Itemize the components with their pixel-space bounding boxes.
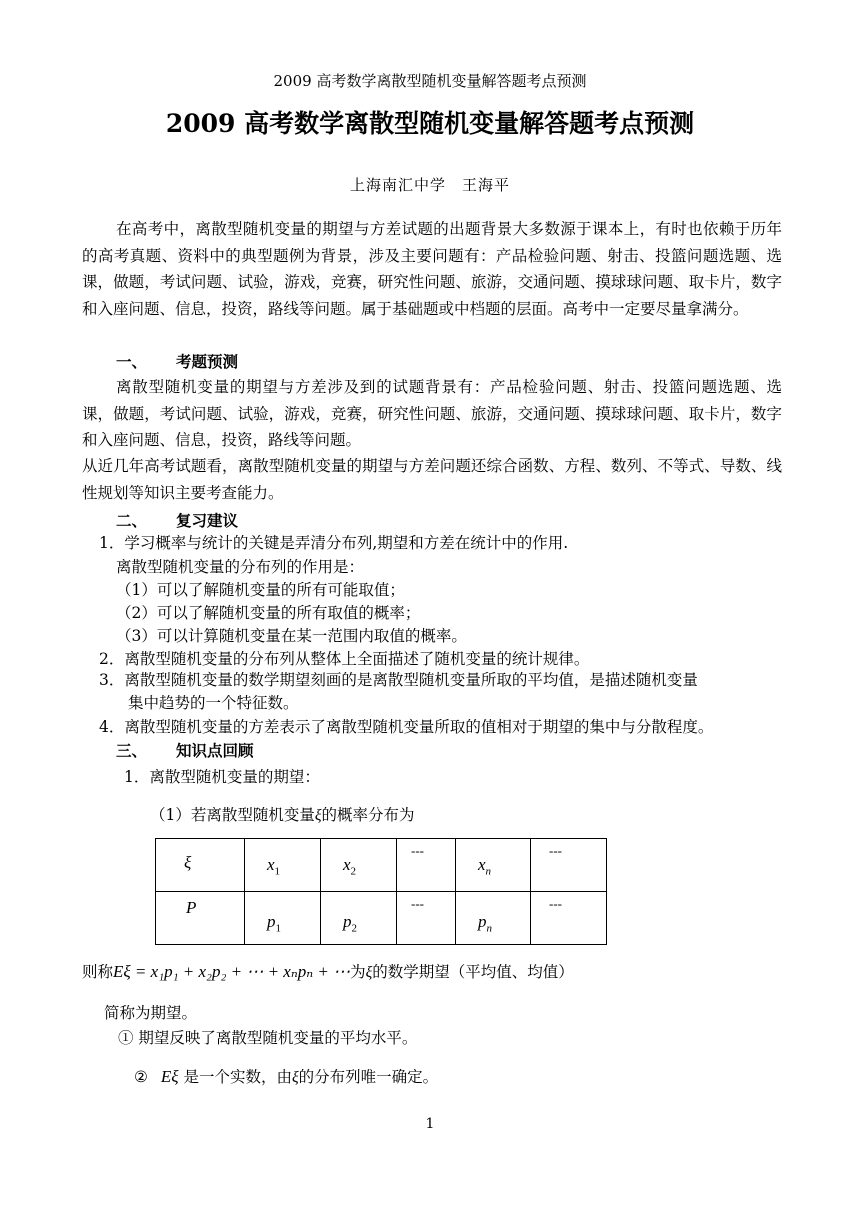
table-cell-pn: $p_n$	[456, 892, 531, 945]
review-item-4: 4．离散型随机变量的方差表示了离散型随机变量所取的值相对于期望的集中与分散程度。	[99, 718, 714, 736]
section-title: 知识点回顾	[176, 741, 254, 760]
section-heading-knowledge	[116, 739, 254, 761]
section-number: 一、	[116, 352, 148, 371]
distribution-intro-text-end: 的概率分布为	[321, 806, 415, 824]
review-sub-3: （3）可以计算随机变量在某一范围内取值的概率。	[116, 627, 467, 645]
table-row-probabilities	[156, 892, 607, 945]
author-line: 上海南汇中学 王海平	[349, 176, 510, 194]
forecast-paragraph-1: 离散型随机变量的期望与方差涉及到的试题背景有：产品检验问题、射击、投篮问题选题、选课，做题，考试问题、试验，游戏，竞赛，研究性问题、旅游，交通问题、摸球球问题、取卡片，数字和入座问题、信息，投资，路线等问题。	[82, 378, 782, 449]
distribution-intro-text: （1）若离散型随机变量	[150, 806, 315, 824]
expectation-comment-2	[134, 1065, 438, 1087]
expectation-formula: Eξ = x₁p₁ + x₂p₂ + ⋯ + xₙpₙ + ⋯	[113, 962, 351, 981]
section-heading-forecast	[116, 350, 238, 372]
table-cell-x2: $x_2$	[321, 839, 397, 892]
comment-text-2: 的分布列唯一确定。	[298, 1068, 439, 1086]
xi-symbol: ξ	[365, 964, 373, 981]
review-item-1-sub: 离散型随机变量的分布列的作用是：	[116, 558, 365, 576]
probability-distribution-table	[155, 838, 607, 945]
table-cell-xi-head: ξ	[156, 839, 245, 892]
distribution-intro	[150, 803, 415, 825]
table-cell-p1: $p_1$	[245, 892, 321, 945]
intro-paragraph: 在高考中，离散型随机变量的期望与方差试题的出题背景大多数源于课本上，有时也依赖于历年的高考真题、资料中的典型题例为背景，涉及主要问题有：产品检验问题、射击、投篮问题选题、选课，做题，考试问题、试验，游戏，竞赛，研究性问题、旅游，交通问题、摸球球问题、取卡片，数字和入座问题、信息，投资，路线等问题。属于基础题或中档题的层面。高考中一定要尽量拿满分。	[82, 220, 782, 318]
table-cell-x1: $x_1$	[245, 839, 321, 892]
forecast-paragraph-2: 从近几年高考试题看，离散型随机变量的期望与方差问题还综合函数、方程、数列、不等式、导数、线性规划等知识主要考查能力。	[82, 457, 782, 502]
table-cell-dash: ---	[397, 892, 456, 945]
page-number: 1	[425, 1116, 435, 1132]
formula-mid: 为	[350, 963, 366, 981]
section-heading-review	[116, 509, 238, 531]
expectation-symbol: Eξ	[160, 1067, 179, 1086]
expectation-comment-1: ① 期望反映了离散型随机变量的平均水平。	[118, 1029, 418, 1047]
review-item-3: 3．离散型随机变量的数学期望刻画的是离散型随机变量所取的平均值，是描述随机变量	[99, 671, 698, 689]
review-item-1: 1．学习概率与统计的关键是弄清分布列,期望和方差在统计中的作用.	[99, 534, 569, 552]
section-number: 二、	[116, 511, 148, 530]
xi-symbol: ξ	[314, 807, 322, 824]
document-title: 2009 高考数学离散型随机变量解答题考点预测	[165, 109, 695, 138]
section-title: 复习建议	[176, 511, 239, 530]
section-number: 三、	[116, 741, 148, 760]
table-cell-dash: ---	[531, 839, 607, 892]
formula-suffix: 的数学期望（平均值、均值）	[372, 963, 574, 981]
section-title: 考题预测	[176, 352, 239, 371]
table-cell-p2: $p_2$	[321, 892, 397, 945]
table-cell-dash: ---	[531, 892, 607, 945]
review-item-3-cont: 集中趋势的一个特征数。	[128, 694, 299, 712]
table-cell-p-head: P	[156, 892, 245, 945]
page-header: 2009 高考数学离散型随机变量解答题考点预测	[273, 72, 587, 90]
expectation-definition	[82, 960, 574, 982]
xi-symbol: ξ	[291, 1069, 299, 1086]
short-name-note: 简称为期望。	[104, 1004, 198, 1022]
comment-number: ②	[134, 1068, 148, 1086]
comment-text-1: 是一个实数，由	[183, 1068, 292, 1086]
review-sub-1: （1）可以了解随机变量的所有可能取值；	[116, 581, 405, 599]
table-row-values	[156, 839, 607, 892]
table-cell-xn: $x_n$	[456, 839, 531, 892]
review-item-2: 2．离散型随机变量的分布列从整体上全面描述了随机变量的统计规律。	[99, 650, 590, 668]
review-sub-2: （2）可以了解随机变量的所有取值的概率；	[116, 604, 421, 622]
knowledge-item-1: 1．离散型随机变量的期望：	[124, 768, 320, 786]
table-cell-dash: ---	[397, 839, 456, 892]
formula-prefix: 则称	[82, 963, 114, 981]
